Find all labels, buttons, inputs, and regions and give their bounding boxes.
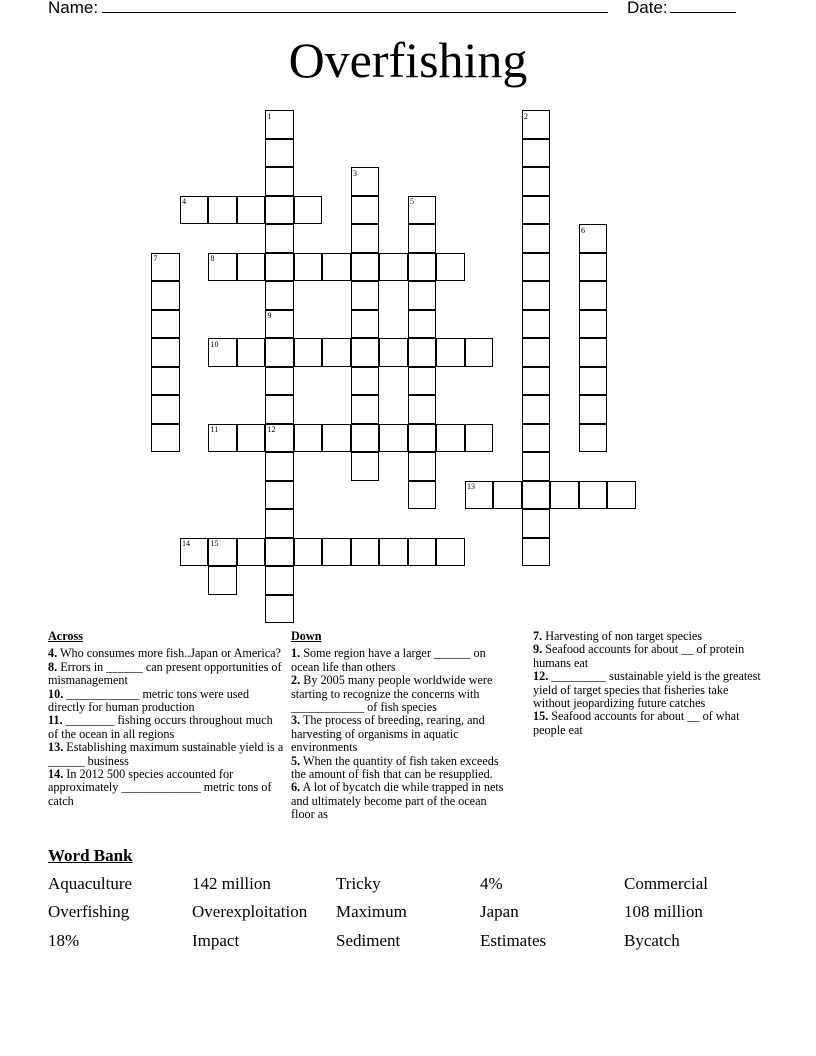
date-label: Date: <box>627 0 668 17</box>
crossword-cell[interactable] <box>522 424 551 453</box>
crossword-cell[interactable] <box>408 395 437 424</box>
crossword-cell[interactable] <box>265 367 294 396</box>
clue-text: Errors in ______ can present opportunities of mismanagement <box>48 659 282 688</box>
cell-number: 10 <box>210 339 219 349</box>
crossword-cell[interactable] <box>322 253 351 282</box>
crossword-cell[interactable] <box>408 481 437 510</box>
crossword-cell[interactable] <box>408 224 437 253</box>
crossword-cell[interactable] <box>265 196 294 225</box>
crossword-cell[interactable] <box>237 538 266 567</box>
cell-number: 4 <box>182 197 186 206</box>
crossword-cell[interactable] <box>522 224 551 253</box>
clue-number: 3. <box>291 713 301 728</box>
clue-text: Seafood accounts for about __ of protein humans eat <box>533 642 745 670</box>
crossword-cell[interactable] <box>294 338 323 367</box>
crossword-cell[interactable] <box>351 367 380 396</box>
crossword-cell[interactable] <box>522 167 551 196</box>
crossword-cell[interactable] <box>522 196 551 225</box>
crossword-cell[interactable] <box>151 367 180 396</box>
word-bank-word: Maximum <box>336 902 407 921</box>
word-bank-word: Aquaculture <box>48 874 133 893</box>
clue-text: Some region have a larger ______ on ocean life than others <box>291 646 486 674</box>
word-bank-title: Word Bank <box>48 846 133 865</box>
crossword-cell[interactable] <box>436 424 465 453</box>
crossword-cell[interactable] <box>351 224 380 253</box>
name-label: Name: <box>48 0 99 17</box>
crossword-cell[interactable] <box>265 338 294 367</box>
crossword-cell[interactable] <box>351 395 380 424</box>
clue-text: In 2012 500 species accounted for approximately _____________ metric tons of catch <box>48 767 272 808</box>
crossword-cell[interactable] <box>265 566 294 595</box>
down-heading: Down <box>291 629 322 643</box>
clue-down-12 <box>533 670 761 710</box>
crossword-cell[interactable] <box>408 281 437 310</box>
crossword-cell[interactable] <box>265 253 294 282</box>
crossword-cell[interactable] <box>265 452 294 481</box>
crossword-cell[interactable] <box>522 395 551 424</box>
word-bank-word: 4% <box>480 874 503 893</box>
crossword-cell[interactable] <box>265 281 294 310</box>
crossword-cell[interactable] <box>522 310 551 339</box>
clue-number: 9. <box>533 642 543 657</box>
crossword-cell[interactable] <box>579 310 608 339</box>
crossword-cell[interactable] <box>408 538 437 567</box>
clue-number: 5. <box>291 753 301 768</box>
clue-number: 11. <box>48 713 63 728</box>
cell-number: 11 <box>210 425 219 434</box>
clue-text: Seafood accounts for about __ of what people eat <box>533 709 740 737</box>
crossword-cell[interactable] <box>237 196 266 225</box>
crossword-cell[interactable] <box>408 424 437 453</box>
clue-down-2 <box>291 674 513 714</box>
crossword-cell[interactable] <box>151 281 180 310</box>
crossword-cell[interactable] <box>579 395 608 424</box>
crossword-cell[interactable] <box>579 253 608 282</box>
crossword-cell[interactable] <box>436 338 465 367</box>
word-bank-word: Sediment <box>336 931 401 950</box>
crossword-cell[interactable] <box>351 253 380 282</box>
clue-down-15 <box>533 710 761 737</box>
word-bank-word: Bycatch <box>624 931 680 950</box>
clue-down-3 <box>291 714 513 754</box>
crossword-cell[interactable] <box>522 281 551 310</box>
crossword-cell[interactable] <box>436 253 465 282</box>
cell-number: 13 <box>467 482 475 491</box>
crossword-cell[interactable] <box>265 139 294 168</box>
crossword-cell[interactable] <box>579 338 608 367</box>
crossword-cell[interactable] <box>294 538 323 567</box>
clue-text: A lot of bycatch die while trapped in nets and ultimately become part of the ocean floor as <box>291 780 504 822</box>
word-bank-word: Japan <box>480 902 519 921</box>
word-bank-word: 142 million <box>192 874 271 893</box>
crossword-cell[interactable] <box>436 538 465 567</box>
clue-across-13 <box>48 741 284 768</box>
crossword-cell[interactable] <box>351 424 380 453</box>
cell-number: 5 <box>410 197 414 206</box>
crossword-cell[interactable] <box>237 338 266 367</box>
crossword-cell[interactable] <box>579 367 608 396</box>
clue-across-10 <box>48 688 284 715</box>
crossword-cell[interactable] <box>522 509 551 538</box>
cell-number: 8 <box>210 254 215 263</box>
crossword-cell[interactable] <box>379 338 408 367</box>
crossword-cell[interactable] <box>579 424 608 453</box>
crossword-cell[interactable] <box>322 338 351 367</box>
crossword-cell[interactable] <box>522 338 551 367</box>
clue-text: _________ sustainable yield is the greatest yield of target species that fisheries take without jeopardizing future catches <box>533 669 761 711</box>
clue-number: 2. <box>291 673 301 688</box>
crossword-cell[interactable] <box>550 481 579 510</box>
crossword-cell[interactable] <box>322 424 351 453</box>
clue-text: When the quantity of fish taken exceeds the amount of fish that can be resupplied. <box>291 753 499 782</box>
crossword-cell[interactable] <box>465 424 494 453</box>
clue-number: 14. <box>48 767 64 782</box>
crossword-cell[interactable] <box>351 196 380 225</box>
crossword-cell[interactable] <box>351 310 380 339</box>
word-bank-word: Estimates <box>480 931 547 950</box>
crossword-cell[interactable] <box>522 139 551 168</box>
cell-number: 2 <box>524 111 528 121</box>
clue-text: By 2005 many people worldwide were starting to recognize the concerns with ____________ of fish species <box>291 673 493 715</box>
crossword-cell[interactable] <box>351 281 380 310</box>
crossword-cell[interactable] <box>408 452 437 481</box>
crossword-cell[interactable] <box>522 367 551 396</box>
crossword-cell[interactable] <box>294 253 323 282</box>
crossword-cell[interactable] <box>379 424 408 453</box>
crossword-cell[interactable] <box>151 338 180 367</box>
crossword-cell[interactable] <box>208 566 237 595</box>
crossword-cell[interactable] <box>579 281 608 310</box>
word-bank-word: Tricky <box>336 874 381 893</box>
crossword-cell[interactable] <box>265 538 294 567</box>
crossword-cell[interactable] <box>151 424 180 453</box>
clue-number: 8. <box>48 659 58 674</box>
clue-number: 10. <box>48 686 64 701</box>
across-heading: Across <box>48 629 83 643</box>
clue-down-6 <box>291 781 513 821</box>
cell-number: 9 <box>267 311 272 320</box>
crossword-cell[interactable] <box>265 224 294 253</box>
crossword-cell[interactable] <box>294 424 323 453</box>
cell-number: 12 <box>267 425 276 434</box>
crossword-cell[interactable] <box>522 538 551 567</box>
clue-number: 15. <box>533 709 549 724</box>
cell-number: 14 <box>182 539 190 548</box>
word-bank-word: 108 million <box>624 902 703 921</box>
clue-number: 7. <box>533 629 543 643</box>
clue-text: Who consumes more fish..Japan or America? <box>59 646 281 661</box>
clue-number: 13. <box>48 740 64 755</box>
clue-text: ________ fishing occurs throughout much of the ocean in all regions <box>48 713 273 741</box>
crossword-cell[interactable] <box>208 196 237 225</box>
crossword-cell[interactable] <box>465 338 494 367</box>
cell-number: 7 <box>153 254 158 263</box>
crossword-cell[interactable] <box>322 538 351 567</box>
crossword-cell[interactable] <box>408 338 437 367</box>
word-bank-word: Impact <box>192 931 240 950</box>
crossword-cell[interactable] <box>607 481 636 510</box>
crossword-cell[interactable] <box>579 481 608 510</box>
clue-text: The process of breeding, rearing, and harvesting of organisms in aquatic environments <box>291 713 485 755</box>
crossword-cell[interactable] <box>265 595 294 624</box>
clue-across-4 <box>48 647 284 660</box>
clue-number: 4. <box>48 646 58 661</box>
down-clues <box>291 630 513 822</box>
clue-down-9 <box>533 643 761 670</box>
crossword-cell[interactable] <box>265 481 294 510</box>
clue-across-14 <box>48 768 284 808</box>
crossword-cell[interactable] <box>522 452 551 481</box>
clue-number: 6. <box>291 780 301 795</box>
crossword-cell[interactable] <box>237 253 266 282</box>
crossword-cell[interactable] <box>151 395 180 424</box>
word-bank-word: Overfishing <box>48 902 130 921</box>
clue-across-8 <box>48 661 284 688</box>
crossword-cell[interactable] <box>408 310 437 339</box>
crossword-cell[interactable] <box>379 253 408 282</box>
clue-down-5 <box>291 755 513 782</box>
crossword-cell[interactable] <box>493 481 522 510</box>
crossword-cell[interactable] <box>265 395 294 424</box>
down-clues-continued <box>533 630 761 737</box>
clue-down-7 <box>533 630 761 643</box>
across-clues <box>48 630 284 808</box>
clue-text: Establishing maximum sustainable yield is a ______ business <box>48 740 284 768</box>
clue-text: ____________ metric tons were used directly for human production <box>48 686 250 715</box>
cell-number: 1 <box>267 111 272 121</box>
crossword-cell[interactable] <box>351 452 380 481</box>
word-bank-word: Commercial <box>624 874 709 893</box>
crossword-cell[interactable] <box>351 538 380 567</box>
cell-number: 15 <box>210 539 219 548</box>
crossword-cell[interactable] <box>379 538 408 567</box>
clue-down-1 <box>291 647 513 674</box>
crossword-cell[interactable] <box>522 253 551 282</box>
crossword-cell[interactable] <box>294 196 323 225</box>
crossword-cell[interactable] <box>237 424 266 453</box>
crossword-cell[interactable] <box>265 167 294 196</box>
cell-number: 3 <box>353 168 357 178</box>
word-bank-word: Overexploitation <box>192 902 308 921</box>
crossword-cell[interactable] <box>351 338 380 367</box>
crossword-cell[interactable] <box>522 481 551 510</box>
page-title: Overfishing <box>288 32 528 88</box>
clue-across-11 <box>48 714 284 741</box>
clue-number: 12. <box>533 669 549 684</box>
clue-text: Harvesting of non target species <box>545 629 703 643</box>
crossword-cell[interactable] <box>408 253 437 282</box>
clue-number: 1. <box>291 646 301 661</box>
word-bank-word: 18% <box>48 931 80 950</box>
crossword-cell[interactable] <box>151 310 180 339</box>
crossword-cell[interactable] <box>265 509 294 538</box>
crossword-cell[interactable] <box>408 367 437 396</box>
cell-number: 6 <box>581 225 585 235</box>
